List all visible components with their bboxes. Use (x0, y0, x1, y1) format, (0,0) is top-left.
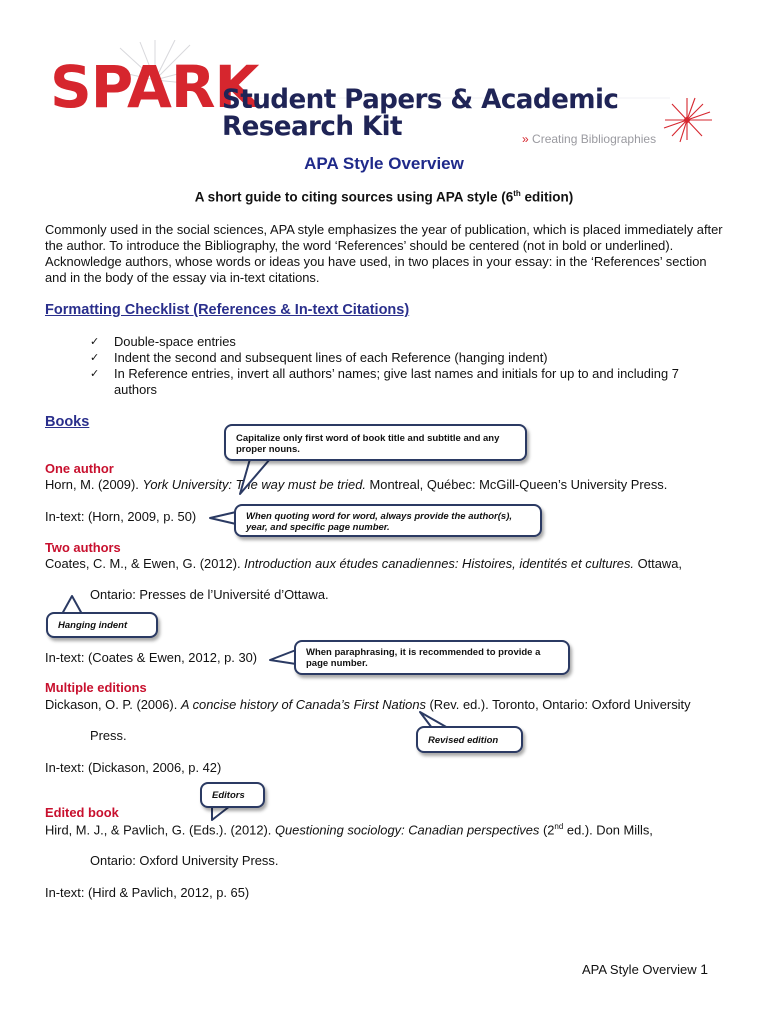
ref-authors: Dickason, O. P. (2006). (45, 697, 181, 712)
ref-authors: Horn, M. (2009). (45, 477, 143, 492)
callout-tail-editors (212, 806, 230, 820)
ref-publisher: Ottawa, (633, 556, 682, 571)
multiple-editions-reference-line2: Press. (90, 728, 127, 743)
checklist-heading: Formatting Checklist (References & In-text Citations) (45, 302, 410, 318)
list-item-text: In Reference entries, invert all authors’ names; give last names and initials for up to and including 7 authors (114, 366, 679, 397)
ref-title: Questioning sociology: Canadian perspectives (274, 822, 540, 838)
callout-hanging-indent: Hanging indent (46, 612, 158, 638)
logo-subtitle-text: Creating Bibliographies (532, 132, 657, 146)
callout-capitalize: Capitalize only first word of book title and subtitle and any proper nouns. (224, 424, 527, 461)
checkmark-icon: ✓ (90, 367, 100, 380)
logo-title: Student Papers & Academic Research Kit (222, 84, 619, 142)
ref-publisher: (Rev. ed.). Toronto, Ontario: Oxford University (425, 697, 691, 712)
callout-tail-paraphrasing (270, 650, 296, 664)
subtitle-text: A short guide to citing sources using APA style (6 (194, 189, 514, 205)
ref-title: York University: The way must be tried. (142, 477, 366, 492)
ref-title: A concise history of Canada’s First Nations (180, 697, 426, 712)
ref-publisher: ed.). Don Mills, (563, 822, 653, 838)
multiple-editions-intext: In-text: (Dickason, 2006, p. 42) (45, 760, 222, 775)
logo-spark: SPARK (50, 53, 259, 121)
callout-editors: Editors (200, 782, 265, 808)
callout-tail-capitalize (240, 459, 270, 494)
list-item-text: Indent the second and subsequent lines of each Reference (hanging indent) (114, 350, 548, 365)
ref-title: Introduction aux études canadiennes: Histoires, identités et cultures. (244, 556, 634, 571)
callout-tail-quoting (210, 512, 236, 524)
footer-label: APA Style Overview (581, 962, 701, 977)
page-number: 1 (700, 961, 708, 977)
callout-paraphrasing: When paraphrasing, it is recommended to provide a page number. (294, 640, 570, 675)
edited-book-label: Edited book (45, 805, 119, 820)
checkmark-icon: ✓ (90, 335, 100, 348)
list-item-text: Double-space entries (114, 334, 236, 349)
two-authors-label: Two authors (45, 540, 121, 555)
ref-edition-sup: nd (554, 822, 564, 831)
subtitle-end: edition) (520, 189, 574, 205)
two-authors-intext: In-text: (Coates & Ewen, 2012, p. 30) (45, 650, 258, 665)
ref-authors: Hird, M. J., & Pavlich, G. (Eds.). (2012). (45, 822, 275, 838)
ref-publisher: Montreal, Québec: McGill-Queen’s University Press. (365, 477, 668, 492)
two-authors-reference-line2: Ontario: Presses de l’Université d’Ottawa. (90, 587, 329, 602)
checkmark-icon: ✓ (90, 351, 100, 364)
subtitle-sup: th (513, 189, 521, 198)
page-footer (582, 961, 708, 977)
ref-edition: (2 (539, 822, 555, 838)
edited-book-reference-line2: Ontario: Oxford University Press. (90, 853, 279, 868)
intro-paragraph: Commonly used in the social sciences, APA style emphasizes the year of publication, which is placed immediately after the author. To introduce the Bibliography, the word ‘References’ should be centered (not in bold or underlined). Acknowledge authors, whose words or ideas you have used, in two places in your essay: in the ‘References’ section and in the body of the essay via in-text citations. (45, 222, 723, 285)
multiple-editions-label: Multiple editions (45, 680, 147, 695)
edited-book-intext: In-text: (Hird & Pavlich, 2012, p. 65) (45, 885, 250, 900)
callout-quoting: When quoting word for word, always provide the author(s), year, and specific page number. (234, 504, 542, 537)
one-author-intext: In-text: (Horn, 2009, p. 50) (45, 509, 197, 524)
callout-revised-edition: Revised edition (416, 726, 523, 753)
one-author-label: One author (45, 461, 114, 476)
ref-authors: Coates, C. M., & Ewen, G. (2012). (45, 556, 245, 571)
page-title: APA Style Overview (304, 154, 464, 173)
chevron-right-icon: » (522, 132, 529, 146)
books-heading: Books (45, 414, 90, 430)
